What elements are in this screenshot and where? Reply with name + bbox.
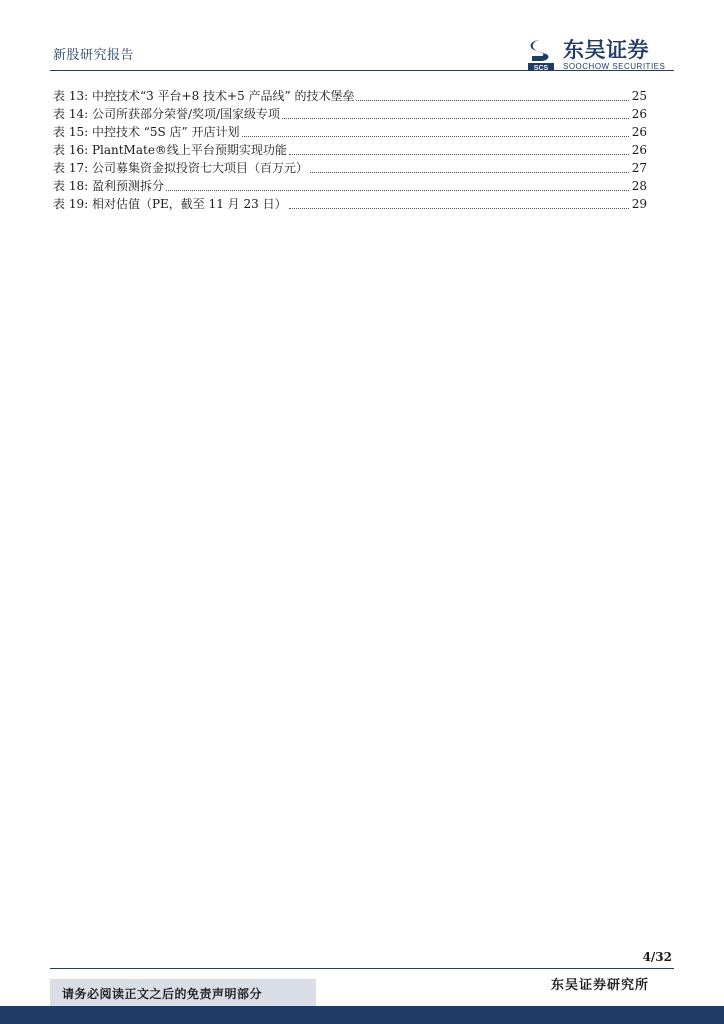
toc-entry-page: 26 <box>631 143 647 157</box>
toc-leader-dots <box>310 172 629 173</box>
toc-entry[interactable] <box>53 105 647 123</box>
toc-entry-title: 表 15: 中控技术 “5S 店” 开店计划 <box>53 125 240 139</box>
toc-entry-page: 26 <box>631 107 647 121</box>
toc-entry-page: 26 <box>631 125 647 139</box>
toc-entry-page: 29 <box>631 197 647 211</box>
table-of-contents <box>53 87 647 213</box>
toc-leader-dots <box>289 154 629 155</box>
toc-entry[interactable] <box>53 159 647 177</box>
logo-english-name: SOOCHOW SECURITIES <box>563 62 666 71</box>
toc-entry-title: 表 19: 相对估值（PE，截至 11 月 23 日） <box>53 197 287 211</box>
disclaimer-text: 请务必阅读正文之后的免责声明部分 <box>62 987 263 1001</box>
logo-mark-icon <box>528 39 554 71</box>
toc-entry[interactable] <box>53 141 647 159</box>
logo-mark-text: SCS <box>533 65 549 71</box>
header-divider <box>50 70 674 71</box>
toc-leader-dots <box>166 190 629 191</box>
bottom-brand-bar <box>0 1006 724 1024</box>
report-type-label: 新股研究报告 <box>53 48 135 63</box>
toc-entry-title: 表 14: 公司所获部分荣誉/奖项/国家级专项 <box>53 107 281 121</box>
toc-entry[interactable] <box>53 123 647 141</box>
toc-entry[interactable] <box>53 195 647 213</box>
company-logo <box>528 39 678 73</box>
toc-leader-dots <box>356 100 629 101</box>
toc-entry-page: 27 <box>631 161 647 175</box>
page-number: 4/32 <box>642 950 672 964</box>
footer-divider <box>50 968 674 969</box>
toc-entry-page: 25 <box>631 89 647 103</box>
toc-entry-title: 表 18: 盈利预测拆分 <box>53 179 164 193</box>
toc-entry[interactable] <box>53 87 647 105</box>
toc-entry-page: 28 <box>631 179 647 193</box>
toc-leader-dots <box>289 208 629 209</box>
toc-leader-dots <box>242 136 629 137</box>
toc-entry-title: 表 17: 公司募集资金拟投资七大项目（百万元） <box>53 161 308 175</box>
toc-leader-dots <box>282 118 629 119</box>
toc-entry[interactable] <box>53 177 647 195</box>
logo-chinese-name: 东吴证券 <box>563 38 649 62</box>
institute-name: 东吴证券研究所 <box>551 978 650 993</box>
toc-entry-title: 表 13: 中控技术“3 平台+8 技术+5 产品线” 的技术堡垒 <box>53 89 355 103</box>
toc-entry-title: 表 16: PlantMate®线上平台预期实现功能 <box>53 143 287 157</box>
